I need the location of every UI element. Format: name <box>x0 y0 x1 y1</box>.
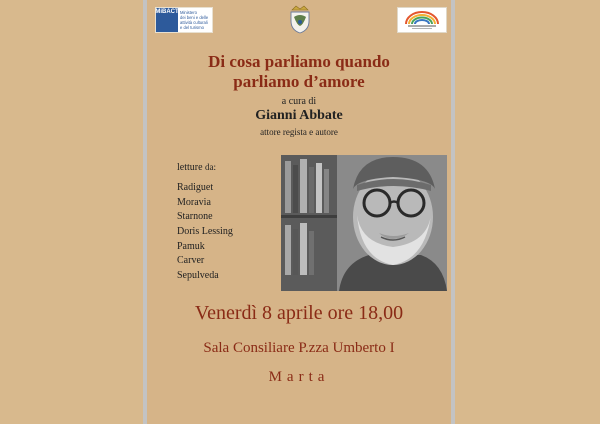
title-line-1: Di cosa parliamo quando <box>208 52 390 71</box>
author-role: attore regista e autore <box>260 127 338 137</box>
title-line-2: parliamo d’amore <box>233 72 365 91</box>
event-date-time: Venerdì 8 aprile ore 18,00 <box>194 302 404 324</box>
ministry-logo-text: Ministero dei beni e delle attività culturali e del turismo <box>180 10 209 30</box>
list-item: Sepulveda <box>177 270 219 282</box>
authors-list <box>177 181 233 284</box>
municipal-crest-icon <box>287 4 313 34</box>
author-name: Gianni Abbate <box>255 108 343 123</box>
readings-label-word: letture <box>177 162 203 173</box>
event-venue: Sala Consiliare P.zza Umberto I <box>203 340 395 356</box>
ministry-logo <box>155 7 213 33</box>
book-arc-logo-icon <box>397 7 447 33</box>
list-item: Doris Lessing <box>177 226 233 238</box>
event-poster <box>147 0 451 424</box>
right-border-strip <box>451 0 455 424</box>
curated-by-label: a cura di <box>281 96 317 107</box>
readings-label-suffix: da: <box>205 162 217 172</box>
list-item: Carver <box>177 255 205 267</box>
list-item: Radiguet <box>177 182 214 193</box>
list-item: Pamuk <box>177 240 205 252</box>
author-portrait-photo <box>281 155 447 291</box>
readings-label <box>177 162 216 173</box>
list-item: Moravia <box>177 196 211 208</box>
list-item: Starnone <box>177 211 213 223</box>
ministry-logo-mark: MiBACT <box>156 8 178 32</box>
event-city: Marta <box>268 369 330 385</box>
